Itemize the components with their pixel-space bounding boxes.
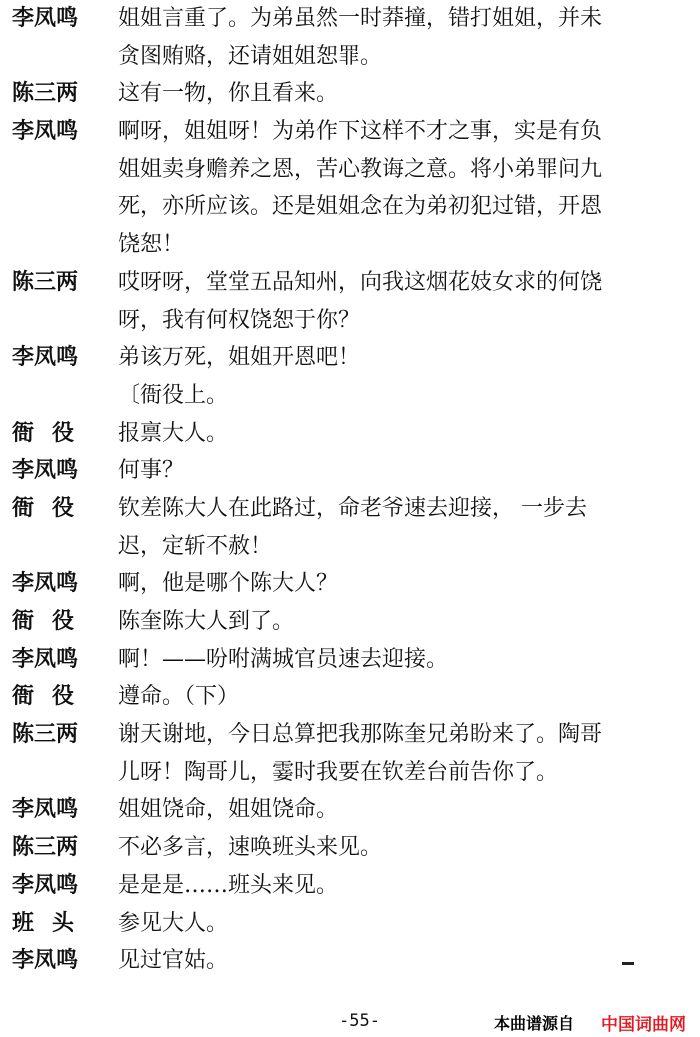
dialogue-text: 呀，我有何权饶恕于你？ <box>118 307 361 333</box>
dialogue-text: 不必多言，速唤班头来见。 <box>118 835 383 861</box>
dialogue-text: 哎呀呀，堂堂五品知州，向我这烟花妓女求的何饶 <box>118 269 603 295</box>
dialogue-text: 贪图贿赂，还请姐姐恕罪。 <box>118 43 383 69</box>
script-line <box>0 113 700 151</box>
script-line <box>0 905 700 943</box>
dialogue-text: 陈奎陈大人到了。 <box>118 609 295 634</box>
speaker-name: 李凤鸣 <box>12 796 79 823</box>
script-line <box>0 754 700 792</box>
script-line <box>0 641 700 679</box>
dialogue-text: 谢天谢地，今日总算把我那陈奎兄弟盼来了。陶哥 <box>118 722 603 748</box>
speaker-name: 李凤鸣 <box>12 645 79 672</box>
script-line <box>0 942 700 980</box>
speaker-name: 衙役 <box>12 608 93 634</box>
dialogue-text: 钦差陈大人在此路过，命老爷速去迎接， 一步去 <box>118 495 587 521</box>
dialogue-text: 弟该万死，姐姐开恩吧！ <box>118 345 361 371</box>
dialogue-text: 参见大人。 <box>118 910 229 936</box>
speaker-name: 李凤鸣 <box>12 5 79 31</box>
speaker-name: 陈三两 <box>12 834 79 861</box>
speaker-name: 陈三两 <box>12 721 79 748</box>
script-line <box>0 490 700 528</box>
dialogue-text: 姐姐卖身赡养之恩，苦心教诲之意。将小弟罪问九 <box>118 156 603 182</box>
speaker-name: 李凤鸣 <box>12 570 79 597</box>
script-line <box>0 188 700 226</box>
script-line <box>0 264 700 302</box>
page-footer <box>0 1009 700 1037</box>
script-line <box>0 528 700 566</box>
script-line <box>0 415 700 453</box>
dialogue-text: 啊！——吩咐满城官员速去迎接。 <box>118 646 449 672</box>
dialogue-text: 遵命。（下） <box>118 684 240 710</box>
speaker-name: 衙役 <box>12 419 93 446</box>
stage-direction: 〔衙役上。 <box>118 382 229 408</box>
speaker-name: 李凤鸣 <box>12 344 79 371</box>
script-line <box>0 867 700 905</box>
speaker-name: 李凤鸣 <box>12 947 79 974</box>
dialogue-text: 姐姐言重了。为弟虽然一时莽撞，错打姐姐，并未 <box>118 6 603 31</box>
script-line <box>0 302 700 340</box>
script-line <box>0 678 700 716</box>
speaker-name: 李凤鸣 <box>12 871 79 898</box>
dialogue-text: 迟，定斩不赦！ <box>118 533 273 559</box>
dialogue-text: 见过官姑。 <box>118 948 229 974</box>
script-line <box>0 339 700 377</box>
speaker-name: 李凤鸣 <box>12 457 79 484</box>
source-label: 本曲谱源自 <box>494 1014 575 1033</box>
script-line <box>0 829 700 867</box>
script-line <box>0 452 700 490</box>
site-name: 中国词曲网 <box>601 1015 686 1035</box>
dialogue-text: 死，亦所应该。还是姐姐念在为弟初犯过错，开恩 <box>118 194 603 220</box>
dialogue-text: 啊呀，姐姐呀！为弟作下这样不才之事，实是有负 <box>118 119 603 145</box>
script-line <box>0 565 700 603</box>
script-line <box>0 151 700 189</box>
script-line <box>0 0 700 38</box>
script-line <box>0 226 700 264</box>
dialogue-text: 儿呀！陶哥儿，霎时我要在钦差台前告你了。 <box>118 759 559 785</box>
speaker-name: 陈三两 <box>12 80 79 107</box>
stray-ink-mark <box>622 962 634 965</box>
script-line <box>0 791 700 829</box>
dialogue-text: 这有一物，你且看来。 <box>118 81 339 107</box>
speaker-name: 衙役 <box>12 494 93 521</box>
dialogue-text: 啊，他是哪个陈大人？ <box>118 571 339 597</box>
dialogue-text: 姐姐饶命，姐姐饶命。 <box>118 797 339 823</box>
script-line <box>0 716 700 754</box>
script-line <box>0 377 700 415</box>
dialogue-text: 饶恕！ <box>118 232 185 258</box>
script-line <box>0 38 700 76</box>
script-line <box>0 603 700 641</box>
dialogue-text: 何事？ <box>118 458 185 484</box>
script-line <box>0 75 700 113</box>
speaker-name: 陈三两 <box>12 268 79 295</box>
page-number: -55- <box>339 1011 380 1031</box>
speaker-name: 李凤鸣 <box>12 118 79 145</box>
speaker-name: 衙役 <box>12 683 93 710</box>
dialogue-text: 是是是……班头来见。 <box>118 872 339 898</box>
dialogue-text: 报禀大人。 <box>118 420 229 446</box>
speaker-name: 班头 <box>12 909 93 936</box>
